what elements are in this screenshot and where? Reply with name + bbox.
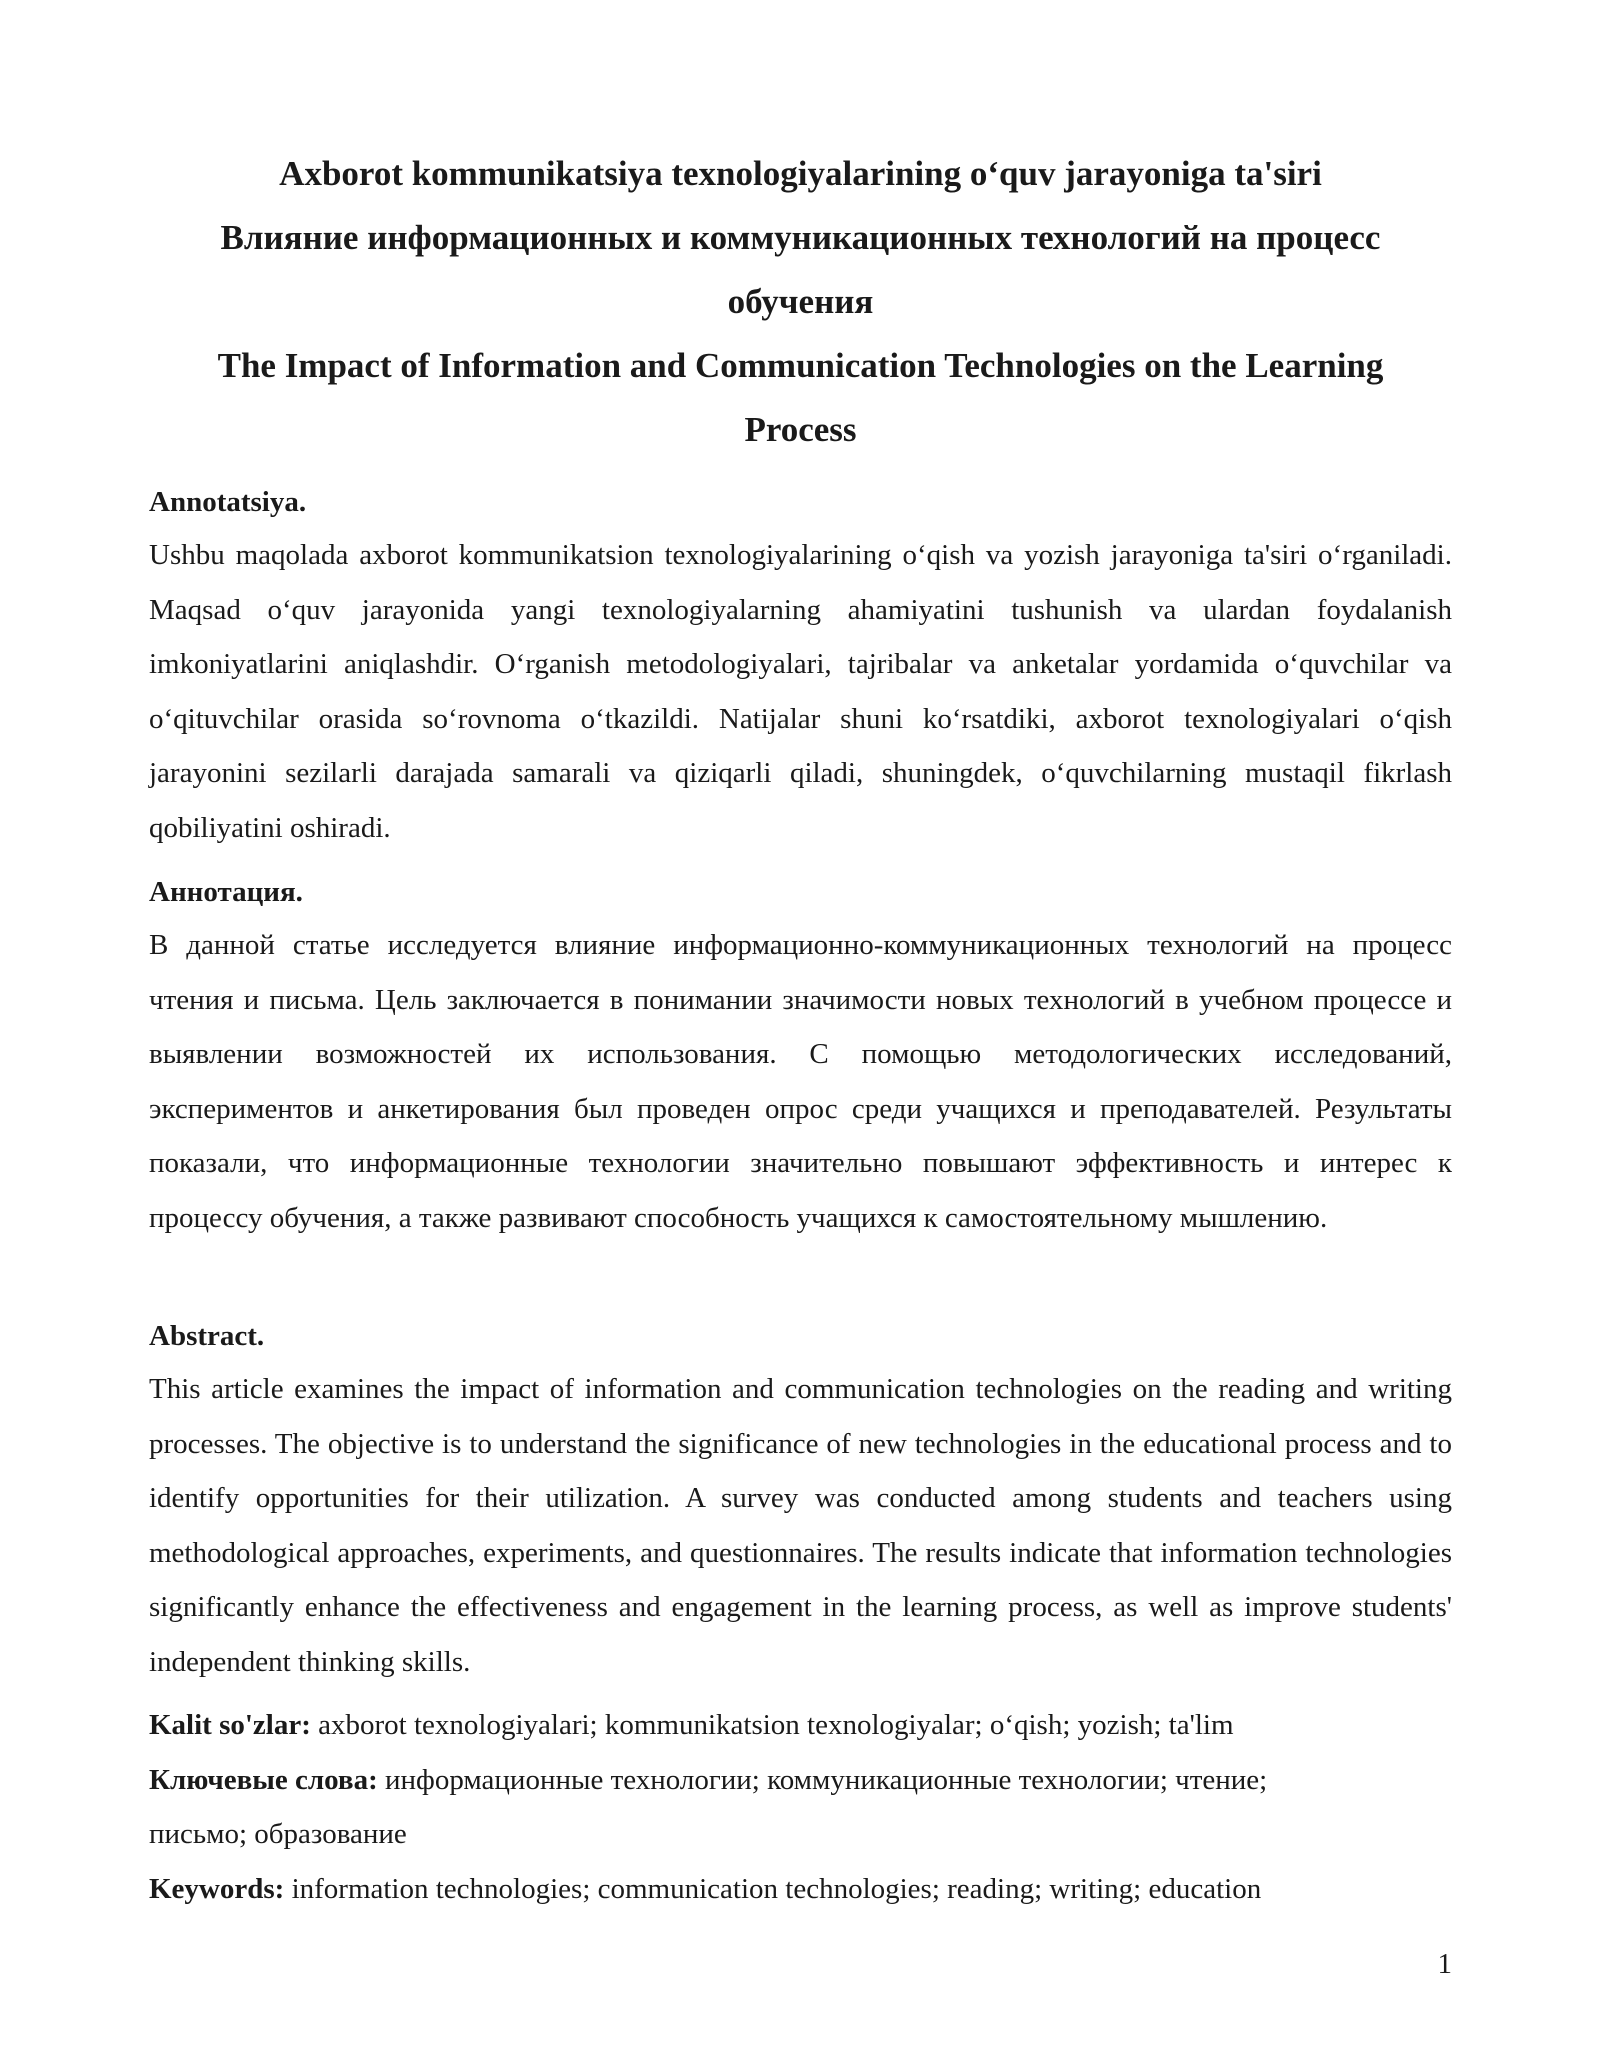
abstract-english-text: This article examines the impact of information and communication technologies on the reading and writing processes. The objective is to understand the significance of new technologies in the educational process and to identify opportunities for their utilization. A survey was conducted among students and teachers using methodological approaches, experiments, and questionnaires. The results indicate that information technologies significantly enhance the effectiveness and engagement in the learning process, as well as improve students' independent thinking skills. <box>149 1373 1452 1678</box>
page-number: 1 <box>1437 1948 1452 1980</box>
keywords-english-label: Keywords: <box>149 1872 285 1905</box>
keywords-english-text: information technologies; communication technologies; reading; writing; education <box>284 1872 1262 1905</box>
keywords-uzbek <box>149 1698 1452 1753</box>
abstract-uzbek-text: Ushbu maqolada axborot kommunikatsion texnologiyalarining o‘qish va yozish jarayoniga ta'siri o‘rganiladi. Maqsad o‘quv jarayonida yangi texnologiyalarning ahamiyatini tushunish va ulardan foydalanish imkoniyatlarini aniqlashdir. O‘rganish metodologiyalari, tajribalar va anketalar yordamida o‘quvchilar va o‘qituvchilar orasida so‘rovnoma o‘tkazildi. Natijalar shuni ko‘rsatdiki, axborot texnologiyalari o‘qish jarayonini sezilarli darajada samarali va qiziqarli qiladi, shuningdek, o‘quvchilarning mustaqil fikrlash qobiliyatini oshiradi. <box>149 539 1452 844</box>
abstract-english <box>149 1316 1452 1689</box>
title-uzbek: Axborot kommunikatsiya texnologiyalarining o‘quv jarayoniga ta'siri <box>279 154 1322 193</box>
abstract-russian <box>149 872 1452 1245</box>
title-english: The Impact of Information and Communication Technologies on the Learning Process <box>217 346 1384 449</box>
keywords-english <box>149 1862 1452 1917</box>
keywords-block <box>149 1698 1452 1916</box>
abstract-uzbek-heading: Annotatsiya. <box>149 486 307 518</box>
keywords-uzbek-label: Kalit so'zlar: <box>149 1709 311 1741</box>
keywords-uzbek-text: axborot texnologiyalari; kommunikatsion texnologiyalar; o‘qish; yozish; ta'lim <box>310 1709 1234 1741</box>
document-page <box>149 0 1452 2070</box>
keywords-russian-text: информационные технологии; коммуникационные технологии; чтение; письмо; образование <box>149 1763 1268 1850</box>
abstract-english-heading: Abstract. <box>149 1320 265 1352</box>
title-russian: Влияние информационных и коммуникационных технологий на процесс обучения <box>220 218 1381 321</box>
abstract-russian-text: В данной статье исследуется влияние информационно-коммуникационных технологий на процесс чтения и письма. Цель заключается в понимании значимости новых технологий в учебном процессе и выявлении возможностей их использования. С помощью методологических исследований, экспериментов и анкетирования был проведен опрос среди учащихся и преподавателей. Результаты показали, что информационные технологии значительно повышают эффективность и интерес к процессу обучения, а также развивают способность учащихся к самостоятельному мышлению. <box>149 929 1452 1234</box>
abstract-uzbek <box>149 482 1452 855</box>
title-block <box>149 142 1452 462</box>
keywords-russian-label: Ключевые слова: <box>149 1763 378 1796</box>
abstract-russian-heading: Аннотация. <box>149 876 303 908</box>
keywords-russian <box>149 1753 1452 1862</box>
